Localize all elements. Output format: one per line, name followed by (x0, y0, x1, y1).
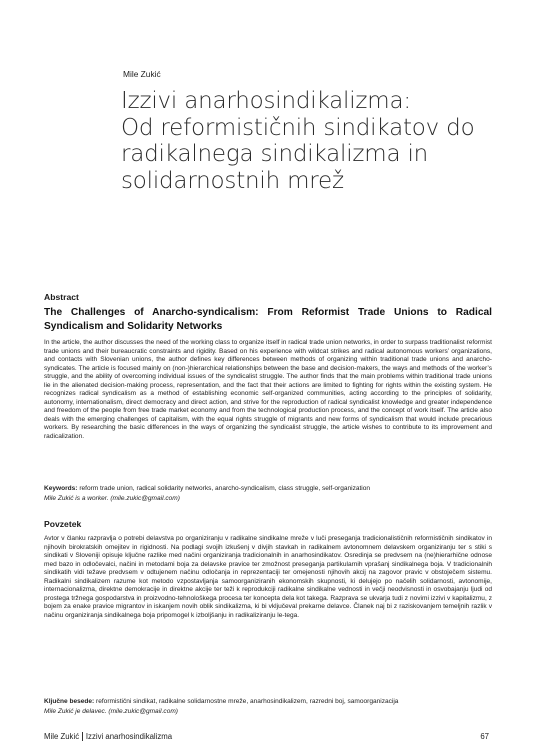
povzetek-text: Avtor v članku razpravlja o potrebi delavstva po organiziranju v radikalne sindikalne mreže v luči preseganja tradicionalističnih reformističnih sindikatov in njihovih birokratskih omejitev in rigidnosti. Na podlagi svojih izkušenj v divjih stavkah in radikalnem avtonomnem delavskem organiziranju ter s stiki s sindikati v Sloveniji opisuje ključne razlike med načini organiziranja tradicionalnih in anarhosindikatov. Osredinja se predvsem na (ne)hierarhične odnose med bazo in odločevalci, načini in metodami boja za delavske pravice ter zmožnost preseganja partikularnih vprašanj sindikalnega boja. V tradicionalnih sindikatih vidi težave predvsem v odtujenem načinu odločanja in reprezentaciji ter omejenosti njihovih akcij na zagovor pravic v obstoječem sistemu. Radikalni sindikalizem razume kot metodo vzpostavljanja samoorganiziranih ekonomskih skupnosti, ki delujejo po načelih solidarnosti, avtonomije, internacionalizma, direktne demokracije in direktne akcije ter teži k reprodukciji radikalne sindikalne vednosti in večji neodvisnosti in osvobajanju ljudi od prostega tržnega gospodarstva in proizvodno-tehnološkega procesa ter koncepta dela kot takega. Razprava se ukvarja tudi z novimi izzivi v kapitalizmu, z bojem za enake pravice migrantov in iskanjem novih oblik sindikalizma, ki bi vključeval prekarne delavce. Članek naj bi z raziskovanjem temeljnih razlik v načinu organiziranja sindikalnega boja pripomogel k izboljšanju in radikaliziranju le-tega. (44, 535, 492, 619)
page-number: 67 (480, 732, 489, 741)
keywords-en (44, 485, 492, 494)
title-line: radikalnega sindikalizma in (121, 141, 429, 167)
title-line: Izzivi anarhosindikalizma: (121, 88, 411, 114)
footer-title: Izzivi anarhosindikalizma (85, 732, 173, 741)
footer-author: Mile Zukić (44, 732, 80, 741)
author-name: Mile Zukić (123, 69, 161, 79)
title-line: solidarnostnih mrež (121, 167, 344, 194)
povzetek-heading: Povzetek (44, 519, 82, 529)
author-note-sl: Mile Zukić je delavec. (mile.zukic@gmail.com) (44, 708, 178, 715)
author-note-en: Mile Zukić is a worker. (mile.zukic@gmail.com) (44, 495, 180, 502)
keywords-label: Keywords: (44, 485, 78, 492)
keywords-sl (44, 698, 492, 707)
running-footer (44, 732, 172, 741)
title-line: Od reformističnih sindikatov do (121, 114, 475, 141)
footer-separator (82, 732, 83, 741)
english-title: The Challenges of Anarcho-syndicalism: From Reformist Trade Unions to Radical Syndicalism and Solidarity Networks (44, 307, 492, 332)
abstract-text: In the article, the author discusses the need of the working class to organize itself in radical trade union networks, in order to surpass traditionalist reformist trade unions and their bureaucratic constraints and rigidity. Based on his experience with wildcat strikes and radical autonomous workers’ organizations, and contacts with Slovenian unions, the author defines key differences between methods of organizing within traditional trade unions and anarcho-syndicates. The article is focused mainly on (non-)hierarchical relationships between the base and decision-makers, the ways and methods of the worker’s struggle, and the ability of overcoming individual issues of the syndicalist struggle. The author finds that the main problems within traditional trade unions lie in the alienated decision-making process, representation, and the fact that their actions are limited to fighting for rights within the existing system. He recognizes radical syndicalism as a method of establishing economic self-organized communities, acting according to the principles of solidarity, autonomy, internationalism, direct democracy and direct action, and strive for the reproduction of radical syndicalist knowledge and greater independence and freedom of the people from free trade market economy and from the technological production process, and the concept of work itself. The article also deals with the emerging challenges of capitalism, with the equal rights struggle of migrants and new forms of syndicalism that would include precarious workers. By researching the basic differences in the ways of organizing the syndicalist struggle, the article wishes to contribute to its improvement and radicalization. (44, 339, 492, 441)
keywords-label: Ključne besede: (44, 698, 95, 705)
keywords-list: reform trade union, radical solidarity networks, anarcho-syndicalism, class struggle, self-organization (79, 485, 371, 492)
keywords-list: reformistični sindikat, radikalne solidarnostne mreže, anarhosindikalizem, razredni boj, samoorganizacija (96, 698, 399, 705)
abstract-heading: Abstract (44, 292, 79, 302)
article-title (121, 88, 521, 194)
